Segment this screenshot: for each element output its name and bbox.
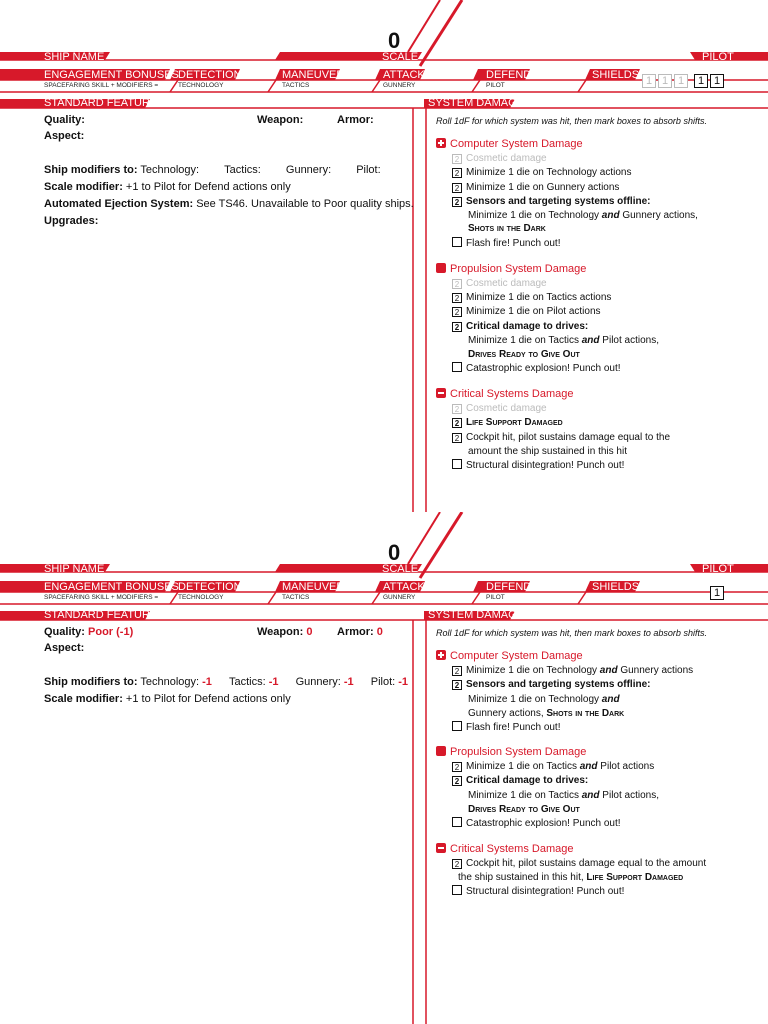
detection-sub-label: TECHNOLOGY [178, 594, 224, 601]
damage-row[interactable]: 2 Cockpit hit, pilot sustains damage equal to the amount [452, 857, 706, 871]
ship-name-label: SHIP NAME [44, 563, 105, 575]
damage-detail: Minimize 1 die on Technology and Gunnery actions, [468, 210, 698, 221]
square-icon [436, 263, 446, 273]
attack-label: ATTACK [383, 581, 425, 593]
shield-box[interactable]: 1 [642, 74, 656, 88]
damage-intro: Roll 1dF for which system was hit, then mark boxes to absorb shifts. [436, 116, 707, 126]
weapon-field: Weapon: 0 [257, 626, 313, 638]
damage-aspect: Drives Ready to Give Out [468, 349, 580, 360]
ship-sheet-poor [0, 512, 768, 1024]
standard-features-label: STANDARD FEATURES [44, 609, 165, 621]
damage-row[interactable]: Catastrophic explosion! Punch out! [452, 817, 621, 831]
damage-aspect: Drives Ready to Give Out [468, 804, 580, 815]
defend-label: DEFEND [486, 69, 532, 81]
engagement-sub-label: SPACEFARING SKILL + MODIFIERS = [44, 82, 159, 89]
maneuver-sub-label: TACTICS [282, 82, 310, 89]
upgrades-label: Upgrades: [44, 215, 99, 227]
defend-sub-label: PILOT [486, 82, 505, 89]
damage-detail: Gunnery actions, Shots in the Dark [468, 708, 625, 719]
quality-field: Quality: [44, 114, 85, 126]
damage-row[interactable]: 2 Minimize 1 die on Tactics and Pilot actions [452, 760, 654, 774]
damage-row[interactable]: 2 Life Support Damaged [452, 416, 563, 430]
shields-label: SHIELDS [592, 69, 640, 81]
damage-row[interactable]: 2 Cockpit hit, pilot sustains damage equal to the [452, 431, 670, 445]
scale-value: 0 [388, 28, 401, 53]
scale-modifier: Scale modifier: +1 to Pilot for Defend actions only [44, 693, 291, 705]
detection-sub-label: TECHNOLOGY [178, 82, 224, 89]
propulsion-damage-title: Propulsion System Damage [436, 262, 586, 276]
propulsion-damage-title: Propulsion System Damage [436, 745, 586, 759]
ship-modifiers: Ship modifiers to: Technology: -1 Tactics: -1 Gunnery: -1 Pilot: -1 [44, 676, 409, 688]
shield-box[interactable]: 1 [710, 74, 724, 88]
ship-name-label: SHIP NAME [44, 51, 105, 63]
damage-row[interactable]: 2 Minimize 1 die on Technology and Gunnery actions [452, 664, 693, 678]
standard-features-label: STANDARD FEATURES [44, 97, 165, 109]
scale-value: 0 [388, 540, 401, 565]
critical-damage-title: Critical Systems Damage [436, 387, 573, 401]
damage-row[interactable]: Flash fire! Punch out! [452, 721, 561, 735]
damage-row[interactable]: 2 Cosmetic damage [452, 152, 547, 166]
damage-row[interactable]: Structural disintegration! Punch out! [452, 459, 624, 473]
minus-icon [436, 388, 446, 398]
attack-label: ATTACK [383, 69, 425, 81]
plus-icon [436, 650, 446, 660]
system-damage-label: SYSTEM DAMAGE [428, 97, 524, 109]
armor-field: Armor: 0 [337, 626, 383, 638]
ship-modifiers: Ship modifiers to: Technology: Tactics: Gunnery: Pilot: [44, 164, 381, 176]
damage-row[interactable]: 2 Cosmetic damage [452, 277, 547, 291]
shields-label: SHIELDS [592, 581, 640, 593]
pilot-label: PILOT [702, 51, 734, 63]
damage-detail: Minimize 1 die on Technology and [468, 694, 620, 705]
minus-icon [436, 843, 446, 853]
damage-row[interactable]: Catastrophic explosion! Punch out! [452, 362, 621, 376]
damage-row[interactable]: 2 Minimize 1 die on Tactics actions [452, 291, 611, 305]
damage-row[interactable]: 2 Sensors and targeting systems offline: [452, 678, 651, 692]
critical-damage-title: Critical Systems Damage [436, 842, 573, 856]
computer-damage-title: Computer System Damage [436, 137, 583, 151]
damage-detail: Minimize 1 die on Tactics and Pilot actions, [468, 335, 660, 346]
plus-icon [436, 138, 446, 148]
damage-detail: Minimize 1 die on Tactics and Pilot actions, [468, 790, 660, 801]
maneuver-label: MANEUVER [282, 69, 345, 81]
quality-field: Quality: Poor (-1) [44, 626, 134, 638]
shield-box[interactable]: 1 [674, 74, 688, 88]
damage-row[interactable]: Structural disintegration! Punch out! [452, 885, 624, 899]
engagement-bonuses-label: ENGAGEMENT BONUSES [44, 69, 179, 81]
weapon-field: Weapon: [257, 114, 304, 126]
damage-row[interactable]: 2 Minimize 1 die on Gunnery actions [452, 181, 619, 195]
armor-field: Armor: [337, 114, 374, 126]
attack-sub-label: GUNNERY [383, 82, 416, 89]
damage-row[interactable]: 2 Cosmetic damage [452, 402, 547, 416]
damage-row[interactable]: 2 Critical damage to drives: [452, 774, 588, 788]
damage-aspect: Shots in the Dark [468, 223, 546, 234]
ejection-system: Automated Ejection System: See TS46. Unavailable to Poor quality ships. [44, 198, 414, 210]
detection-label: DETECTION [178, 69, 242, 81]
shield-box[interactable]: 1 [710, 586, 724, 600]
damage-detail: the ship sustained in this hit, Life Support Damaged [458, 872, 684, 883]
shield-box[interactable]: 1 [694, 74, 708, 88]
pilot-label: PILOT [702, 563, 734, 575]
defend-label: DEFEND [486, 581, 532, 593]
system-damage-label: SYSTEM DAMAGE [428, 609, 524, 621]
engagement-bonuses-label: ENGAGEMENT BONUSES [44, 581, 179, 593]
defend-sub-label: PILOT [486, 594, 505, 601]
damage-intro: Roll 1dF for which system was hit, then mark boxes to absorb shifts. [436, 628, 707, 638]
damage-row[interactable]: 2 Sensors and targeting systems offline: [452, 195, 651, 209]
damage-row[interactable]: 2 Minimize 1 die on Pilot actions [452, 305, 601, 319]
shield-box[interactable]: 1 [658, 74, 672, 88]
scale-label: SCALE [382, 51, 419, 63]
damage-row[interactable]: 2 Minimize 1 die on Technology actions [452, 166, 631, 180]
aspect-label: Aspect: [44, 642, 85, 654]
detection-label: DETECTION [178, 581, 242, 593]
scale-label: SCALE [382, 563, 419, 575]
damage-detail: amount the ship sustained in this hit [468, 446, 627, 457]
computer-damage-title: Computer System Damage [436, 649, 583, 663]
attack-sub-label: GUNNERY [383, 594, 416, 601]
engagement-sub-label: SPACEFARING SKILL + MODIFIERS = [44, 594, 159, 601]
damage-row[interactable]: 2 Critical damage to drives: [452, 320, 588, 334]
damage-row[interactable]: Flash fire! Punch out! [452, 237, 561, 251]
maneuver-sub-label: TACTICS [282, 594, 310, 601]
square-icon [436, 746, 446, 756]
aspect-label: Aspect: [44, 130, 85, 142]
scale-modifier: Scale modifier: +1 to Pilot for Defend actions only [44, 181, 291, 193]
maneuver-label: MANEUVER [282, 581, 345, 593]
